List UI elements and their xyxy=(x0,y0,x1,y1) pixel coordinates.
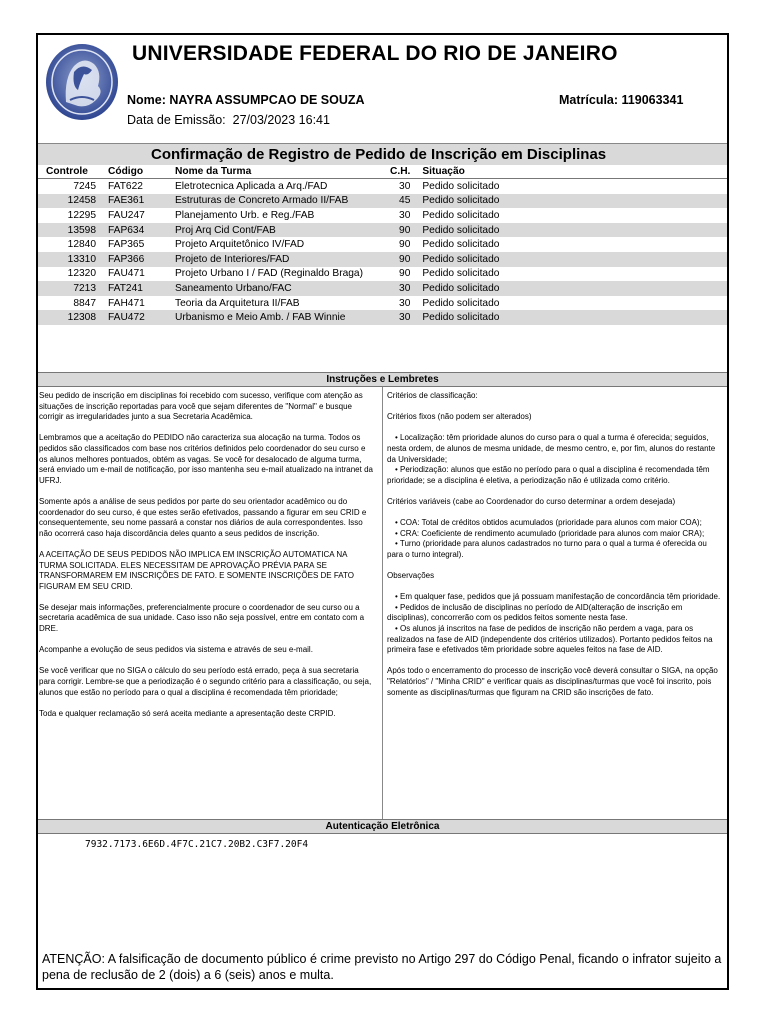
university-logo-icon xyxy=(44,42,120,122)
cell-controle: 7213 xyxy=(38,281,96,296)
cell-nome-turma: Saneamento Urbano/FAC xyxy=(175,281,390,296)
cell-ch: 30 xyxy=(390,310,410,325)
registration-label: Matrícula: xyxy=(559,93,619,107)
header-codigo: Código xyxy=(96,164,175,179)
cell-nome-turma: Projeto Arquitetônico IV/FAD xyxy=(175,239,305,251)
cell-nome-turma: Projeto Urbano I / FAD (Reginaldo Braga) xyxy=(175,268,363,280)
cell-nome-turma: Eletrotecnica Aplicada a Arq./FAD xyxy=(175,180,328,192)
issue-date xyxy=(127,113,330,127)
column-divider xyxy=(382,387,383,819)
instruction-paragraph: • Em qualquer fase, pedidos que já possuam manifestação de concordância têm prioridade. xyxy=(395,592,721,602)
cell-situacao: Pedido solicitado xyxy=(422,239,500,251)
cell-ch: 90 xyxy=(390,252,410,267)
instruction-paragraph: Observações xyxy=(387,571,435,581)
cell-codigo: FAH471 xyxy=(108,297,145,309)
courses-table xyxy=(38,164,727,325)
cell-situacao: Pedido solicitado xyxy=(422,297,500,309)
cell-situacao: Pedido solicitado xyxy=(422,180,500,192)
cell-nome-turma: Estruturas de Concreto Armado II/FAB xyxy=(175,194,390,209)
table-header-row xyxy=(38,164,727,179)
table-row xyxy=(38,310,727,325)
cell-ch: 30 xyxy=(390,281,410,296)
authentication-code: 7932.7173.6E6D.4F7C.21C7.20B2.C3F7.20F4 xyxy=(85,839,309,850)
table-row xyxy=(38,208,727,223)
instruction-paragraph: • CRA: Coeficiente de rendimento acumulado (prioridade para alunos com maior CRA); xyxy=(395,528,705,538)
cell-nome-turma: Projeto de Interiores/FAD xyxy=(175,252,390,267)
instruction-paragraph: • Localização: têm prioridade alunos do curso para o qual a turma é oferecida; seguidos, nesta ordem, de alunos de mesma unidade, de mesmo centro, e, por fim, alunos do restante da Universidade; xyxy=(387,433,716,464)
instruction-paragraph: • Turno (prioridade para alunos cadastrados no turno para o qual a turma é oferecida ou para o turno integral). xyxy=(387,539,707,559)
registration-value: 119063341 xyxy=(621,93,684,107)
cell-situacao: Pedido solicitado xyxy=(410,310,727,325)
student-name xyxy=(127,93,365,107)
cell-ch: 90 xyxy=(390,223,410,238)
table-row xyxy=(38,194,727,209)
instruction-paragraph: Toda e qualquer reclamação só será aceita mediante a apresentação deste CRPID. xyxy=(39,708,336,718)
instruction-paragraph: Critérios variáveis (cabe ao Coordenador do curso determinar a ordem desejada) xyxy=(387,496,676,506)
cell-codigo: FAU247 xyxy=(108,209,145,221)
cell-codigo: FAE361 xyxy=(96,194,175,209)
cell-nome-turma: Urbanismo e Meio Amb. / FAB Winnie xyxy=(175,310,390,325)
table-row xyxy=(38,296,727,311)
cell-ch: 45 xyxy=(390,194,410,209)
cell-nome-turma: Proj Arq Cid Cont/FAB xyxy=(175,223,390,238)
issue-label: Data de Emissão: xyxy=(127,113,226,127)
legal-warning: ATENÇÃO: A falsificação de documento público é crime previsto no Artigo 297 do Código Penal, ficando o infrator sujeito a pena de reclusão de 2 (dois) a 6 (seis) anos e multa. xyxy=(42,952,722,982)
cell-situacao: Pedido solicitado xyxy=(410,252,727,267)
cell-controle: 12295 xyxy=(67,209,96,221)
cell-codigo: FAP366 xyxy=(96,252,175,267)
instruction-paragraph: Critérios de classificação: xyxy=(387,391,478,400)
cell-ch: 90 xyxy=(399,268,411,280)
page-title-band xyxy=(38,143,727,165)
cell-situacao: Pedido solicitado xyxy=(410,223,727,238)
cell-ch: 30 xyxy=(399,297,411,309)
cell-codigo: FAT622 xyxy=(108,180,143,192)
registration-number xyxy=(559,93,683,107)
cell-controle: 12458 xyxy=(38,194,96,209)
cell-codigo: FAP634 xyxy=(96,223,175,238)
cell-controle: 7245 xyxy=(73,180,96,192)
university-name: UNIVERSIDADE FEDERAL DO RIO DE JANEIRO xyxy=(132,42,618,65)
issue-value: 27/03/2023 16:41 xyxy=(232,113,330,127)
cell-nome-turma: Planejamento Urb. e Reg./FAB xyxy=(175,209,315,221)
header-ch: C.H. xyxy=(390,165,411,177)
instruction-paragraph: Acompanhe a evolução de seus pedidos via sistema e através de seu e-mail. xyxy=(39,645,313,655)
cell-situacao: Pedido solicitado xyxy=(422,268,500,280)
cell-controle: 8847 xyxy=(73,297,96,309)
cell-controle: 12320 xyxy=(67,268,96,280)
cell-ch: 30 xyxy=(399,180,411,192)
header-situacao: Situação xyxy=(410,164,727,179)
instruction-paragraph: • Pedidos de inclusão de disciplinas no período de AID(alteração de inscrição em disciplinas), concorrerão com os pedidos feitos somente nesta fase. xyxy=(387,602,683,623)
cell-ch: 90 xyxy=(399,239,411,251)
table-row xyxy=(38,223,727,238)
cell-codigo: FAP365 xyxy=(108,239,145,251)
instruction-paragraph: • Os alunos já inscritos na fase de pedidos de inscrição não perdem a vaga, para os realizados na fase de AID (independente dos critérios utilizados). Portanto pedidos feitos na primeira fase e efetivados têm prioridade sobre aqueles feitos na fase de AID. xyxy=(387,624,713,655)
page-title: Confirmação de Registro de Pedido de Inscrição em Disciplinas xyxy=(151,146,607,163)
instruction-paragraph: Somente após a análise de seus pedidos por parte do seu orientador acadêmico ou do coordenador do seu curso, é que estes serão efetivados, passando a figurar em seu CRID e consequentemente, seu nome passará a constar nos diários de aula correspondentes. Isso não ocorrerá caso haja discordância deles quanto a seus pedidos de inscrição. xyxy=(39,496,367,538)
instruction-paragraph: • COA: Total de créditos obtidos acumulados (prioridade para alunos com maior COA); xyxy=(395,518,702,528)
instructions-left-column xyxy=(39,391,374,730)
instructions-header: Instruções e Lembretes xyxy=(38,372,727,387)
cell-situacao: Pedido solicitado xyxy=(422,209,500,221)
table-row xyxy=(38,281,727,296)
cell-controle: 13310 xyxy=(38,252,96,267)
cell-controle: 12840 xyxy=(67,239,96,251)
instruction-paragraph: Lembramos que a aceitação do PEDIDO não caracteriza sua alocação na turma. Todos os pedidos são classificados com base nos critérios definidos pelo coordenador do seu curso e os alunos melhores pontuados, obtém as vagas. Se você for desalocado de alguma turma, será enviado um e-mail de notificação, por isso mantenha seu e-mail atualizado na intranet da UFRJ. xyxy=(39,433,373,485)
instruction-paragraph: Se desejar mais informações, preferencialmente procure o coordenador de seu curso ou a secretaria acadêmica de sua unidade. Caso isso não seja possível, entre em contato com a DRE. xyxy=(39,602,365,634)
instruction-paragraph: • Periodização: alunos que estão no período para o qual a disciplina é recomendada têm prioridade; se a disciplina é eletiva, a periodização não é utilizada como critério. xyxy=(387,465,710,485)
name-label: Nome: xyxy=(127,93,166,107)
instruction-paragraph: Após todo o encerramento do processo de inscrição você deverá consultar o SIGA, na opção "Relatórios" / "Minha CRID" e verificar quais as disciplinas/turmas que você foi inscrito, pois somente as disciplinas/turmas que figuram na CRID são inscrições de fato. xyxy=(387,666,718,697)
instructions-right-column xyxy=(387,391,723,709)
cell-controle: 13598 xyxy=(38,223,96,238)
instruction-paragraph: Seu pedido de inscrição em disciplinas foi recebido com sucesso, verifique com atenção as situações de inscrição reportadas para você que sejam diferentes de "Normal" e busque corrigir as irregularidades junto a sua Secretaria Acadêmica. xyxy=(39,391,363,422)
instruction-paragraph: A ACEITAÇÃO DE SEUS PEDIDOS NÃO IMPLICA EM INSCRIÇÃO AUTOMATICA NA TURMA SOLICITADA. ELES NECESSITAM DE APROVAÇÃO PRÉVIA PARA SE TRANSFORMAREM EM INSCRIÇÕES DE FATO. E SOMENTE INSCRIÇÕES DE FATO FIGURAM EM SEU CRID. xyxy=(39,549,354,591)
cell-codigo: FAT241 xyxy=(96,281,175,296)
instruction-paragraph: Critérios fixos (não podem ser alterados) xyxy=(387,412,532,422)
instruction-paragraph: Se você verificar que no SIGA o cálculo do seu período está errado, peça à sua secretaria para corrigir. Lembre-se que a periodização é o segundo critério para a classificação, ou seja, alunos que estão no período para o qual a disciplina é recomendada têm prioridade; xyxy=(39,666,372,697)
cell-codigo: FAU472 xyxy=(96,310,175,325)
table-row xyxy=(38,237,727,252)
cell-ch: 30 xyxy=(399,209,411,221)
table-row xyxy=(38,267,727,282)
table-row xyxy=(38,179,727,194)
cell-codigo: FAU471 xyxy=(108,268,145,280)
cell-nome-turma: Teoria da Arquitetura II/FAB xyxy=(175,297,300,309)
header-nome-turma: Nome da Turma xyxy=(175,164,390,179)
authentication-header: Autenticação Eletrônica xyxy=(38,819,727,834)
cell-situacao: Pedido solicitado xyxy=(410,194,727,209)
table-row xyxy=(38,252,727,267)
name-value: NAYRA ASSUMPCAO DE SOUZA xyxy=(169,93,365,107)
cell-controle: 12308 xyxy=(38,310,96,325)
header-controle: Controle xyxy=(38,164,96,179)
cell-situacao: Pedido solicitado xyxy=(410,281,727,296)
